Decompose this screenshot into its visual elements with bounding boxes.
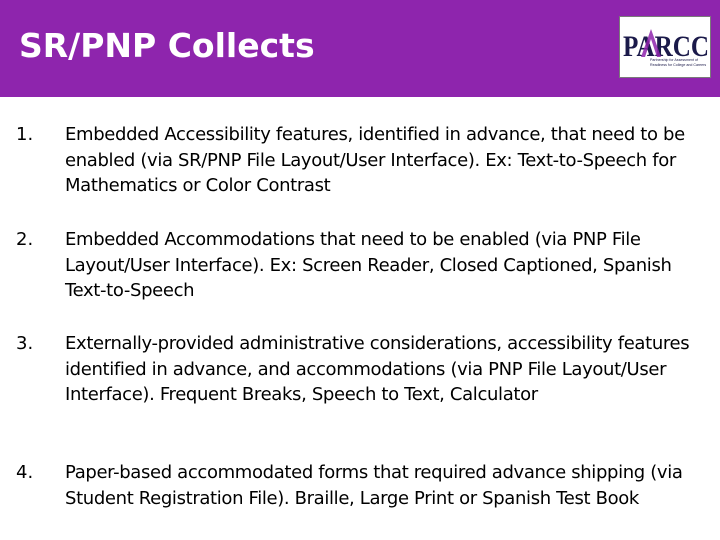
item-number: 4. bbox=[16, 462, 34, 483]
item-text: Paper-based accommodated forms that required advance shipping (via Student Registration File). Braille, Large Print or Spanish Test Book bbox=[65, 462, 683, 509]
parcc-logo-tagline-line-1: Partnership for Assessment of bbox=[650, 58, 698, 62]
item-number: 1. bbox=[16, 124, 34, 145]
item-text: Externally-provided administrative considerations, accessibility features identified in advance, and accommodations (via PNP File Layout/User Interface). Frequent Breaks, Speech to Text, Calculator bbox=[65, 333, 690, 405]
item-text: Embedded Accessibility features, identified in advance, that need to be enabled (via SR/PNP File Layout/User Interface). Ex: Text-to-Speech for Mathematics or Color Contrast bbox=[65, 124, 685, 196]
item-number: 2. bbox=[16, 229, 34, 250]
parcc-logo-text: PARCC bbox=[623, 30, 709, 63]
parcc-logo-tagline-line-2: Readiness for College and Careers bbox=[650, 63, 707, 67]
parcc-logo bbox=[619, 16, 711, 78]
title-bar bbox=[0, 0, 720, 97]
parcc-logo-tagline bbox=[650, 56, 708, 74]
item-text: Embedded Accommodations that need to be enabled (via PNP File Layout/User Interface). Ex: Screen Reader, Closed Captioned, Spanish Text-to-Speech bbox=[65, 229, 672, 301]
item-number: 3. bbox=[16, 333, 34, 354]
slide-title: SR/PNP Collects bbox=[19, 26, 315, 65]
